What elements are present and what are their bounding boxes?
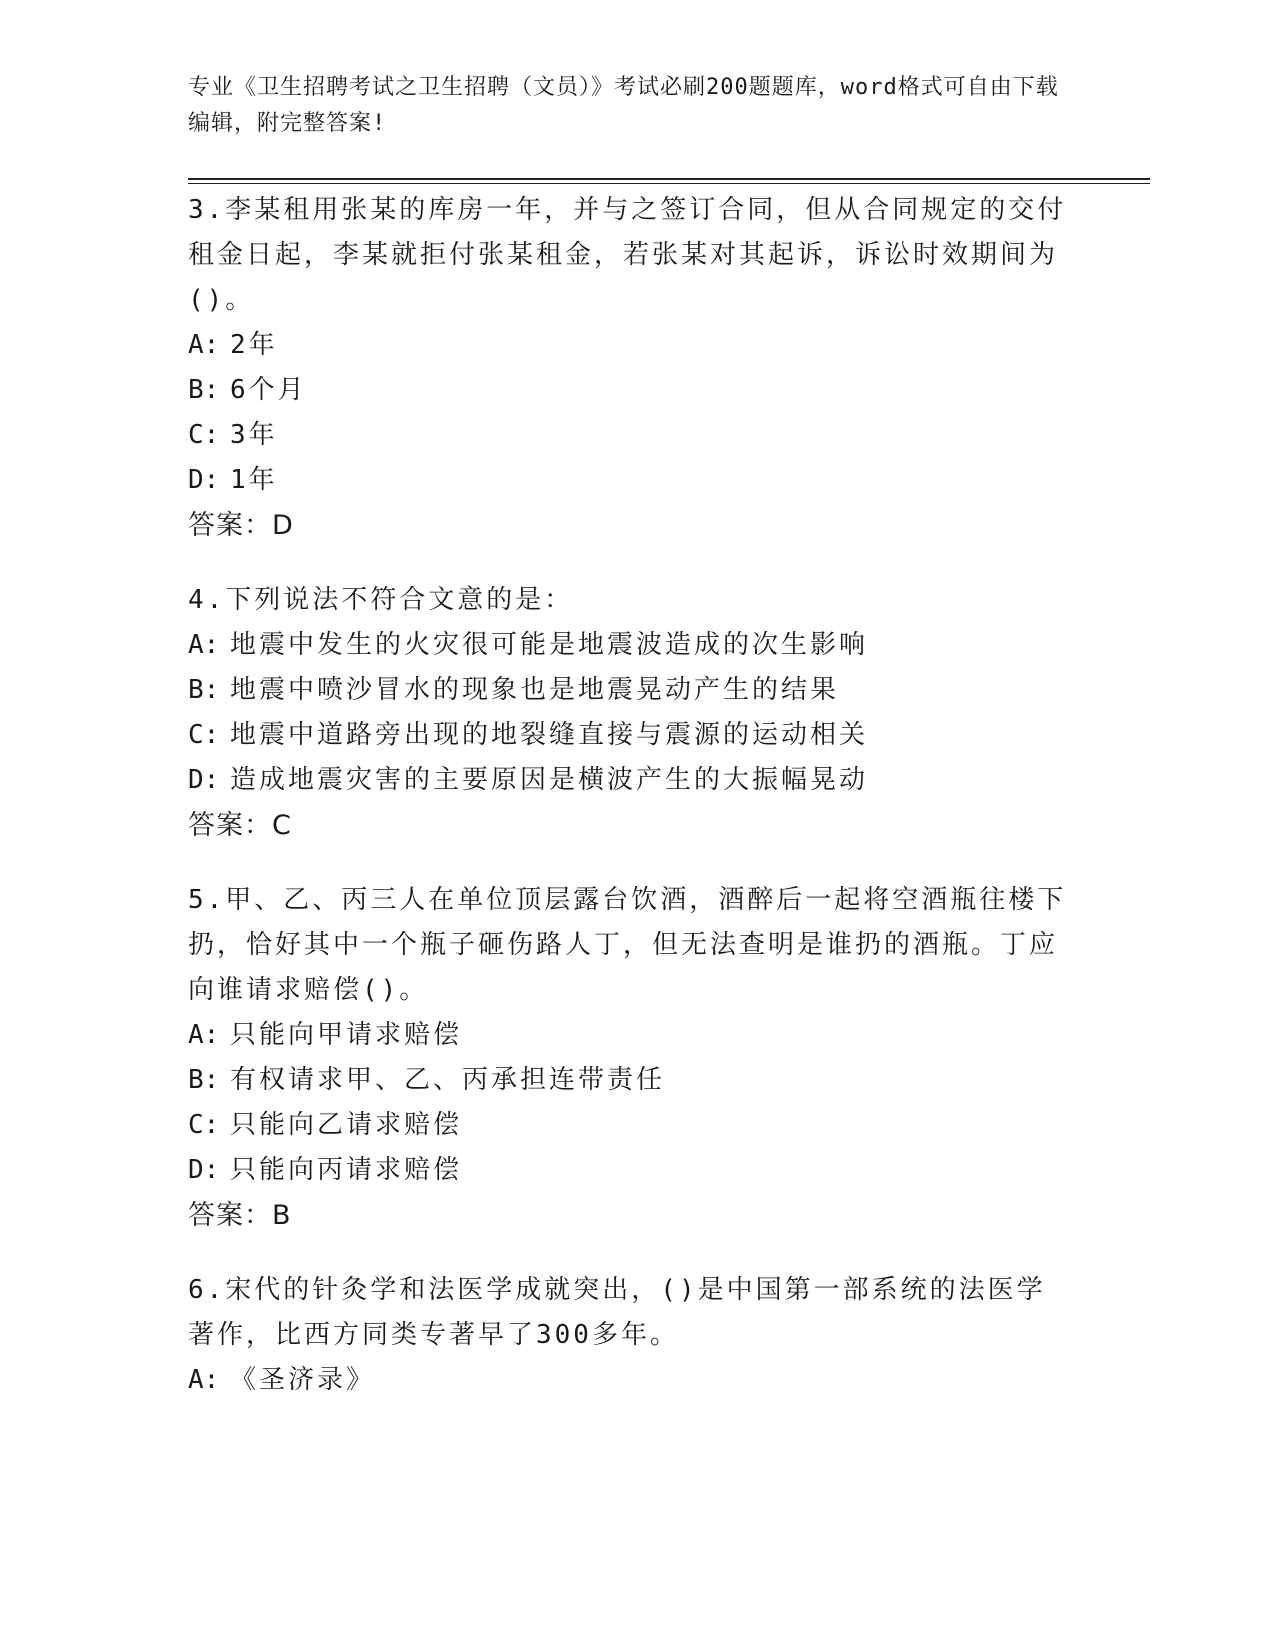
option-a [188, 323, 1068, 368]
option-c [188, 413, 1068, 458]
option-d [188, 758, 1068, 803]
option-c [188, 713, 1068, 758]
header-rule [188, 178, 1150, 180]
option-text: 《圣济录》 [230, 1365, 376, 1395]
option-letter: C: [188, 420, 220, 450]
header-rule-thin [188, 183, 1150, 184]
question-stem: 3.李某租用张某的库房一年，并与之签订合同，但从合同规定的交付租金日起，李某就拒付张某租金，若张某对其起诉，诉讼时效期间为()。 [188, 195, 1067, 315]
option-text: 地震中道路旁出现的地裂缝直接与震源的运动相关 [230, 720, 869, 750]
option-letter: D: [188, 465, 220, 495]
option-b [188, 368, 1068, 413]
option-d [188, 458, 1068, 503]
option-text: 只能向甲请求赔偿 [230, 1020, 463, 1050]
option-text: 有权请求甲、乙、丙承担连带责任 [230, 1065, 666, 1095]
option-letter: A: [188, 630, 220, 660]
question-6 [188, 1268, 1068, 1403]
document-header: 专业《卫生招聘考试之卫生招聘（文员）》考试必刷200题题库，word格式可自由下载编辑，附完整答案! [188, 75, 1059, 136]
option-letter: D: [188, 1155, 220, 1185]
option-letter: B: [188, 375, 220, 405]
question-stem: 5.甲、乙、丙三人在单位顶层露台饮酒，酒醉后一起将空酒瓶往楼下扔，恰好其中一个瓶子砸伤路人丁，但无法查明是谁扔的酒瓶。丁应向谁请求赔偿()。 [188, 885, 1067, 1005]
option-text: 只能向丙请求赔偿 [230, 1155, 463, 1185]
question-4 [188, 578, 1068, 848]
option-letter: A: [188, 1365, 220, 1395]
answer-line: 答案：D [188, 510, 294, 541]
option-letter: B: [188, 675, 220, 705]
question-list [188, 188, 1068, 1433]
answer-line: 答案：B [188, 1200, 292, 1231]
option-text: 地震中发生的火灾很可能是地震波造成的次生影响 [230, 630, 869, 660]
question-5 [188, 878, 1068, 1238]
option-letter: D: [188, 765, 220, 795]
option-letter: B: [188, 1065, 220, 1095]
option-a [188, 623, 1068, 668]
question-stem: 4.下列说法不符合文意的是： [188, 585, 574, 615]
option-text: 造成地震灾害的主要原因是横波产生的大振幅晃动 [230, 765, 869, 795]
answer-line: 答案：C [188, 810, 292, 841]
option-a [188, 1013, 1068, 1058]
option-text: 1年 [230, 465, 278, 495]
option-text: 地震中喷沙冒水的现象也是地震晃动产生的结果 [230, 675, 840, 705]
option-b [188, 668, 1068, 713]
question-stem: 6.宋代的针灸学和法医学成就突出，()是中国第一部系统的法医学著作，比西方同类专著早了300多年。 [188, 1275, 1046, 1350]
option-letter: A: [188, 330, 220, 360]
option-a [188, 1358, 1068, 1403]
option-c [188, 1103, 1068, 1148]
option-letter: A: [188, 1020, 220, 1050]
option-text: 2年 [230, 330, 278, 360]
option-text: 6个月 [230, 375, 307, 405]
question-3 [188, 188, 1068, 548]
option-text: 只能向乙请求赔偿 [230, 1110, 463, 1140]
option-b [188, 1058, 1068, 1103]
option-d [188, 1148, 1068, 1193]
option-letter: C: [188, 1110, 220, 1140]
option-text: 3年 [230, 420, 278, 450]
option-letter: C: [188, 720, 220, 750]
